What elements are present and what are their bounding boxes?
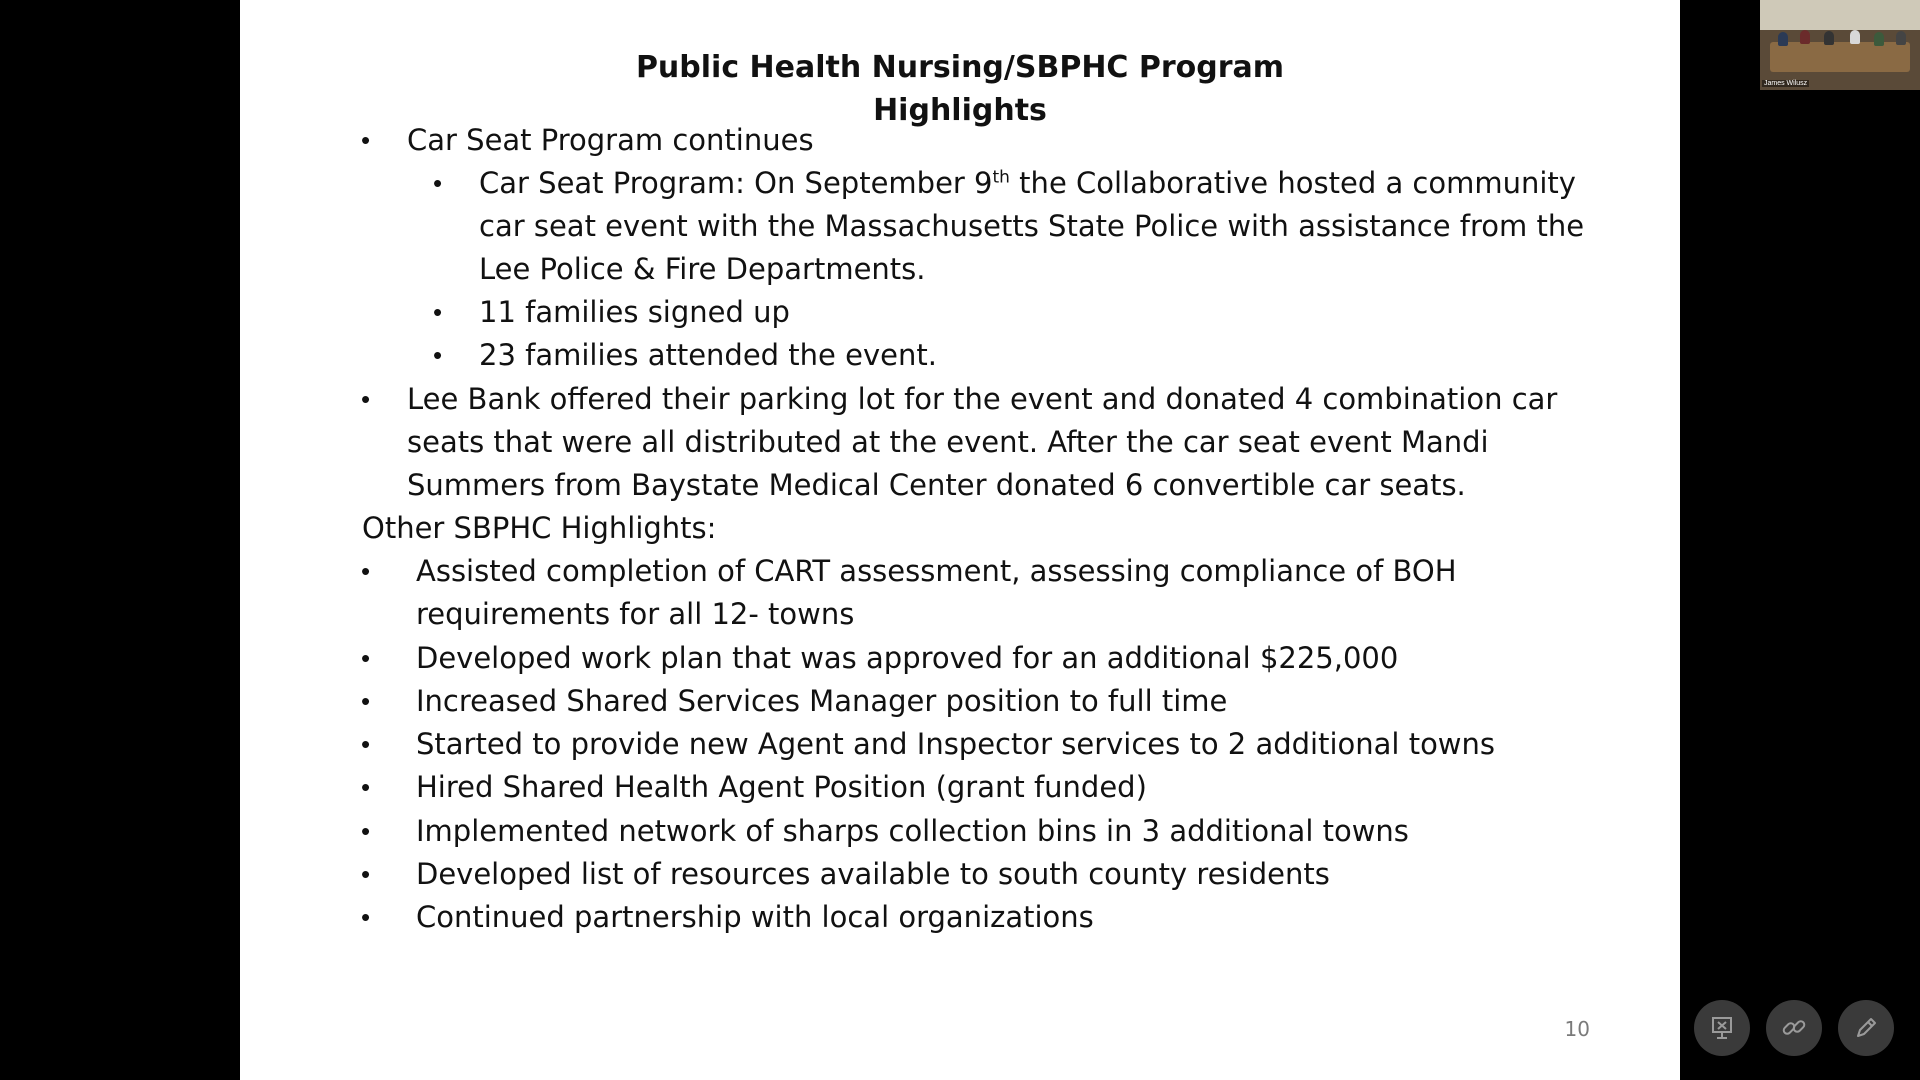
bullet: •: [361, 384, 371, 414]
participant-name: James Wilusz: [1764, 80, 1808, 87]
attended-item: 23 families attended the event.: [479, 338, 937, 372]
bullet: •: [361, 729, 371, 759]
bullet: •: [361, 772, 371, 802]
signed-up-item: 11 families signed up: [479, 295, 790, 329]
bullet: •: [361, 816, 371, 846]
lee-bank-line-3: Summers from Baystate Medical Center donated 6 convertible car seats.: [407, 468, 1466, 502]
highlight-item: Started to provide new Agent and Inspector services to 2 additional towns: [416, 727, 1496, 761]
video-table: [1770, 42, 1910, 72]
bullet: •: [433, 297, 443, 327]
stop-presenting-button[interactable]: [1694, 1000, 1750, 1056]
video-person: [1874, 32, 1884, 46]
video-person: [1896, 31, 1906, 45]
event-line-1-sup: th: [992, 167, 1010, 188]
event-line-1: [479, 162, 1576, 205]
bullet: •: [433, 168, 443, 198]
stop-presenting-icon: [1708, 1014, 1736, 1042]
event-line-3: Lee Police & Fire Departments.: [479, 252, 926, 286]
bullet: •: [361, 902, 371, 932]
bullet: •: [361, 859, 371, 889]
event-line-1-post: the Collaborative hosted a community: [1009, 166, 1576, 200]
event-line-2: car seat event with the Massachusetts State Police with assistance from the: [479, 209, 1585, 243]
cart-line-1: Assisted completion of CART assessment, assessing compliance of BOH: [416, 554, 1457, 588]
highlight-item: Developed work plan that was approved for an additional $225,000: [416, 641, 1399, 675]
page-number: 10: [1564, 1017, 1590, 1041]
participant-video-thumbnail[interactable]: [1760, 0, 1920, 90]
highlight-item: Hired Shared Health Agent Position (grant funded): [416, 770, 1147, 804]
other-highlights-heading: Other SBPHC Highlights:: [362, 511, 717, 545]
car-seat-heading: Car Seat Program continues: [407, 123, 814, 157]
lee-bank-line-2: seats that were all distributed at the event. After the car seat event Mandi: [407, 425, 1489, 459]
video-person: [1778, 32, 1788, 46]
annotate-button[interactable]: [1838, 1000, 1894, 1056]
bullet: •: [361, 125, 371, 155]
cart-line-2: requirements for all 12- towns: [416, 597, 855, 631]
pencil-icon: [1852, 1014, 1880, 1042]
event-line-1-pre: Car Seat Program: On September 9: [479, 166, 993, 200]
slide-title-line-2: Highlights: [873, 93, 1047, 128]
bullet: •: [433, 340, 443, 370]
highlight-item: Increased Shared Services Manager position to full time: [416, 684, 1228, 718]
video-background: [1760, 0, 1920, 30]
highlight-item: Developed list of resources available to south county residents: [416, 857, 1330, 891]
bullet: •: [361, 643, 371, 673]
bullet: •: [361, 556, 371, 586]
slide-title-line-1: Public Health Nursing/SBPHC Program: [635, 50, 1285, 85]
video-person: [1824, 31, 1834, 45]
lee-bank-line-1: Lee Bank offered their parking lot for the event and donated 4 combination car: [407, 382, 1558, 416]
video-person: [1850, 30, 1860, 44]
video-person: [1800, 30, 1810, 44]
link-icon: [1780, 1014, 1808, 1042]
highlight-item: Implemented network of sharps collection bins in 3 additional towns: [416, 814, 1409, 848]
highlight-item: Continued partnership with local organizations: [416, 900, 1094, 934]
link-button[interactable]: [1766, 1000, 1822, 1056]
bullet: •: [361, 686, 371, 716]
presentation-slide: [240, 0, 1680, 1080]
